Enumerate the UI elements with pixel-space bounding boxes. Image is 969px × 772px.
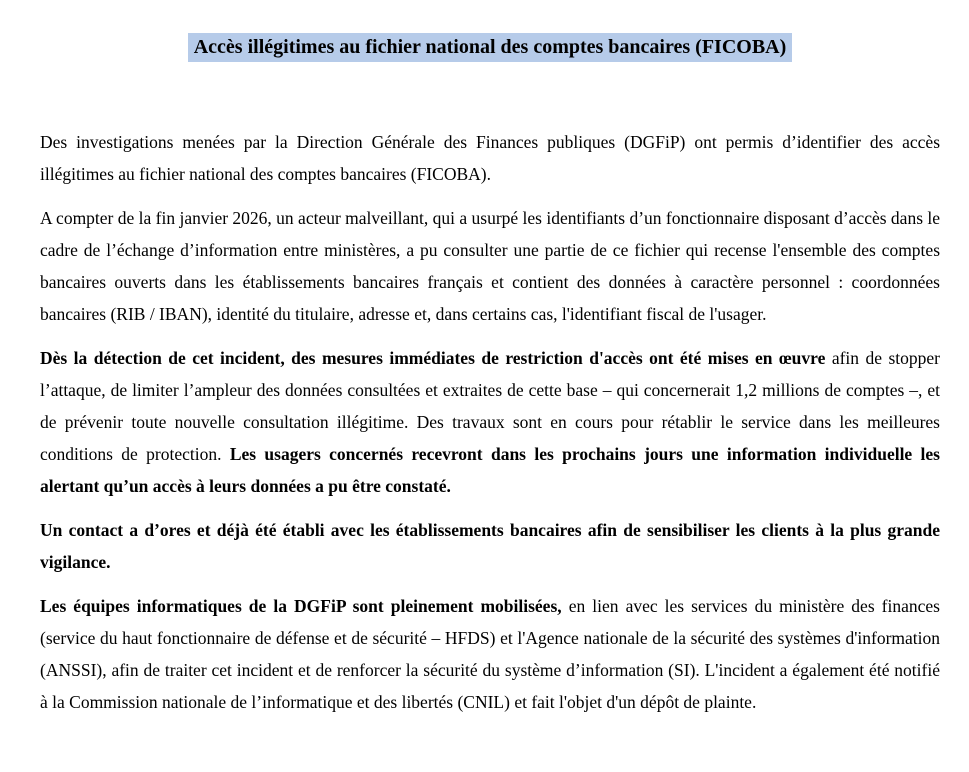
paragraph	[40, 590, 940, 718]
bold-text-segment: Un contact a d’ores et déjà été établi avec les établissements bancaires afin de sensibiliser les clients à la plus grande vigilance.	[40, 520, 940, 572]
paragraph	[40, 514, 940, 578]
bold-text-segment: Les équipes informatiques de la DGFiP sont pleinement mobilisées,	[40, 596, 569, 616]
paragraph	[40, 126, 940, 190]
text-segment: A compter de la fin janvier 2026, un acteur malveillant, qui a usurpé les identifiants d’un fonctionnaire disposant d’accès dans le cadre de l’échange d’information entre ministères, a pu consulter une partie de ce fichier qui recense l'ensemble des comptes bancaires ouverts dans les établissements bancaires français et contient des données à caractère personnel : coordonnées bancaires (RIB / IBAN), identité du titulaire, adresse et, dans certains cas, l'identifiant fiscal de l'usager.	[40, 208, 941, 324]
title-container	[40, 33, 940, 62]
paragraph	[40, 202, 940, 330]
text-segment: Des investigations menées par la Direction Générale des Finances publiques (DGFiP) ont permis d’identifier des accès illégitimes au fichier national des comptes bancaires (FICOBA).	[40, 132, 940, 184]
bold-text-segment: Dès la détection de cet incident, des mesures immédiates de restriction d'accès ont été mises en œuvre	[40, 348, 832, 368]
document-body	[40, 126, 940, 718]
paragraph	[40, 342, 940, 502]
text-segment: afin de stopper l’attaque, de limiter l’ampleur des données consultées et extraites de cette base – qui concernerait 1,2 millions de comptes –, et de prévenir toute nouvelle consultation illégitime. Des travaux sont en cours pour rétablir le service dans les meilleures conditions de protection.	[40, 348, 940, 464]
text-segment: en lien avec les services du ministère des finances (service du haut fonctionnaire de défense et de sécurité – HFDS) et l'Agence nationale de la sécurité des systèmes d'information (ANSSI), afin de traiter cet incident et de renforcer la sécurité du système d’information (SI). L'incident a également été notifié à la Commission nationale de l’informatique et des libertés (CNIL) et fait l'objet d'un dépôt de plainte.	[40, 596, 940, 712]
bold-text-segment: Les usagers concernés recevront dans les prochains jours une information individuelle les alertant qu’un accès à leurs données a pu être constaté.	[40, 444, 940, 496]
page-title: Accès illégitimes au fichier national des comptes bancaires (FICOBA)	[188, 33, 793, 62]
